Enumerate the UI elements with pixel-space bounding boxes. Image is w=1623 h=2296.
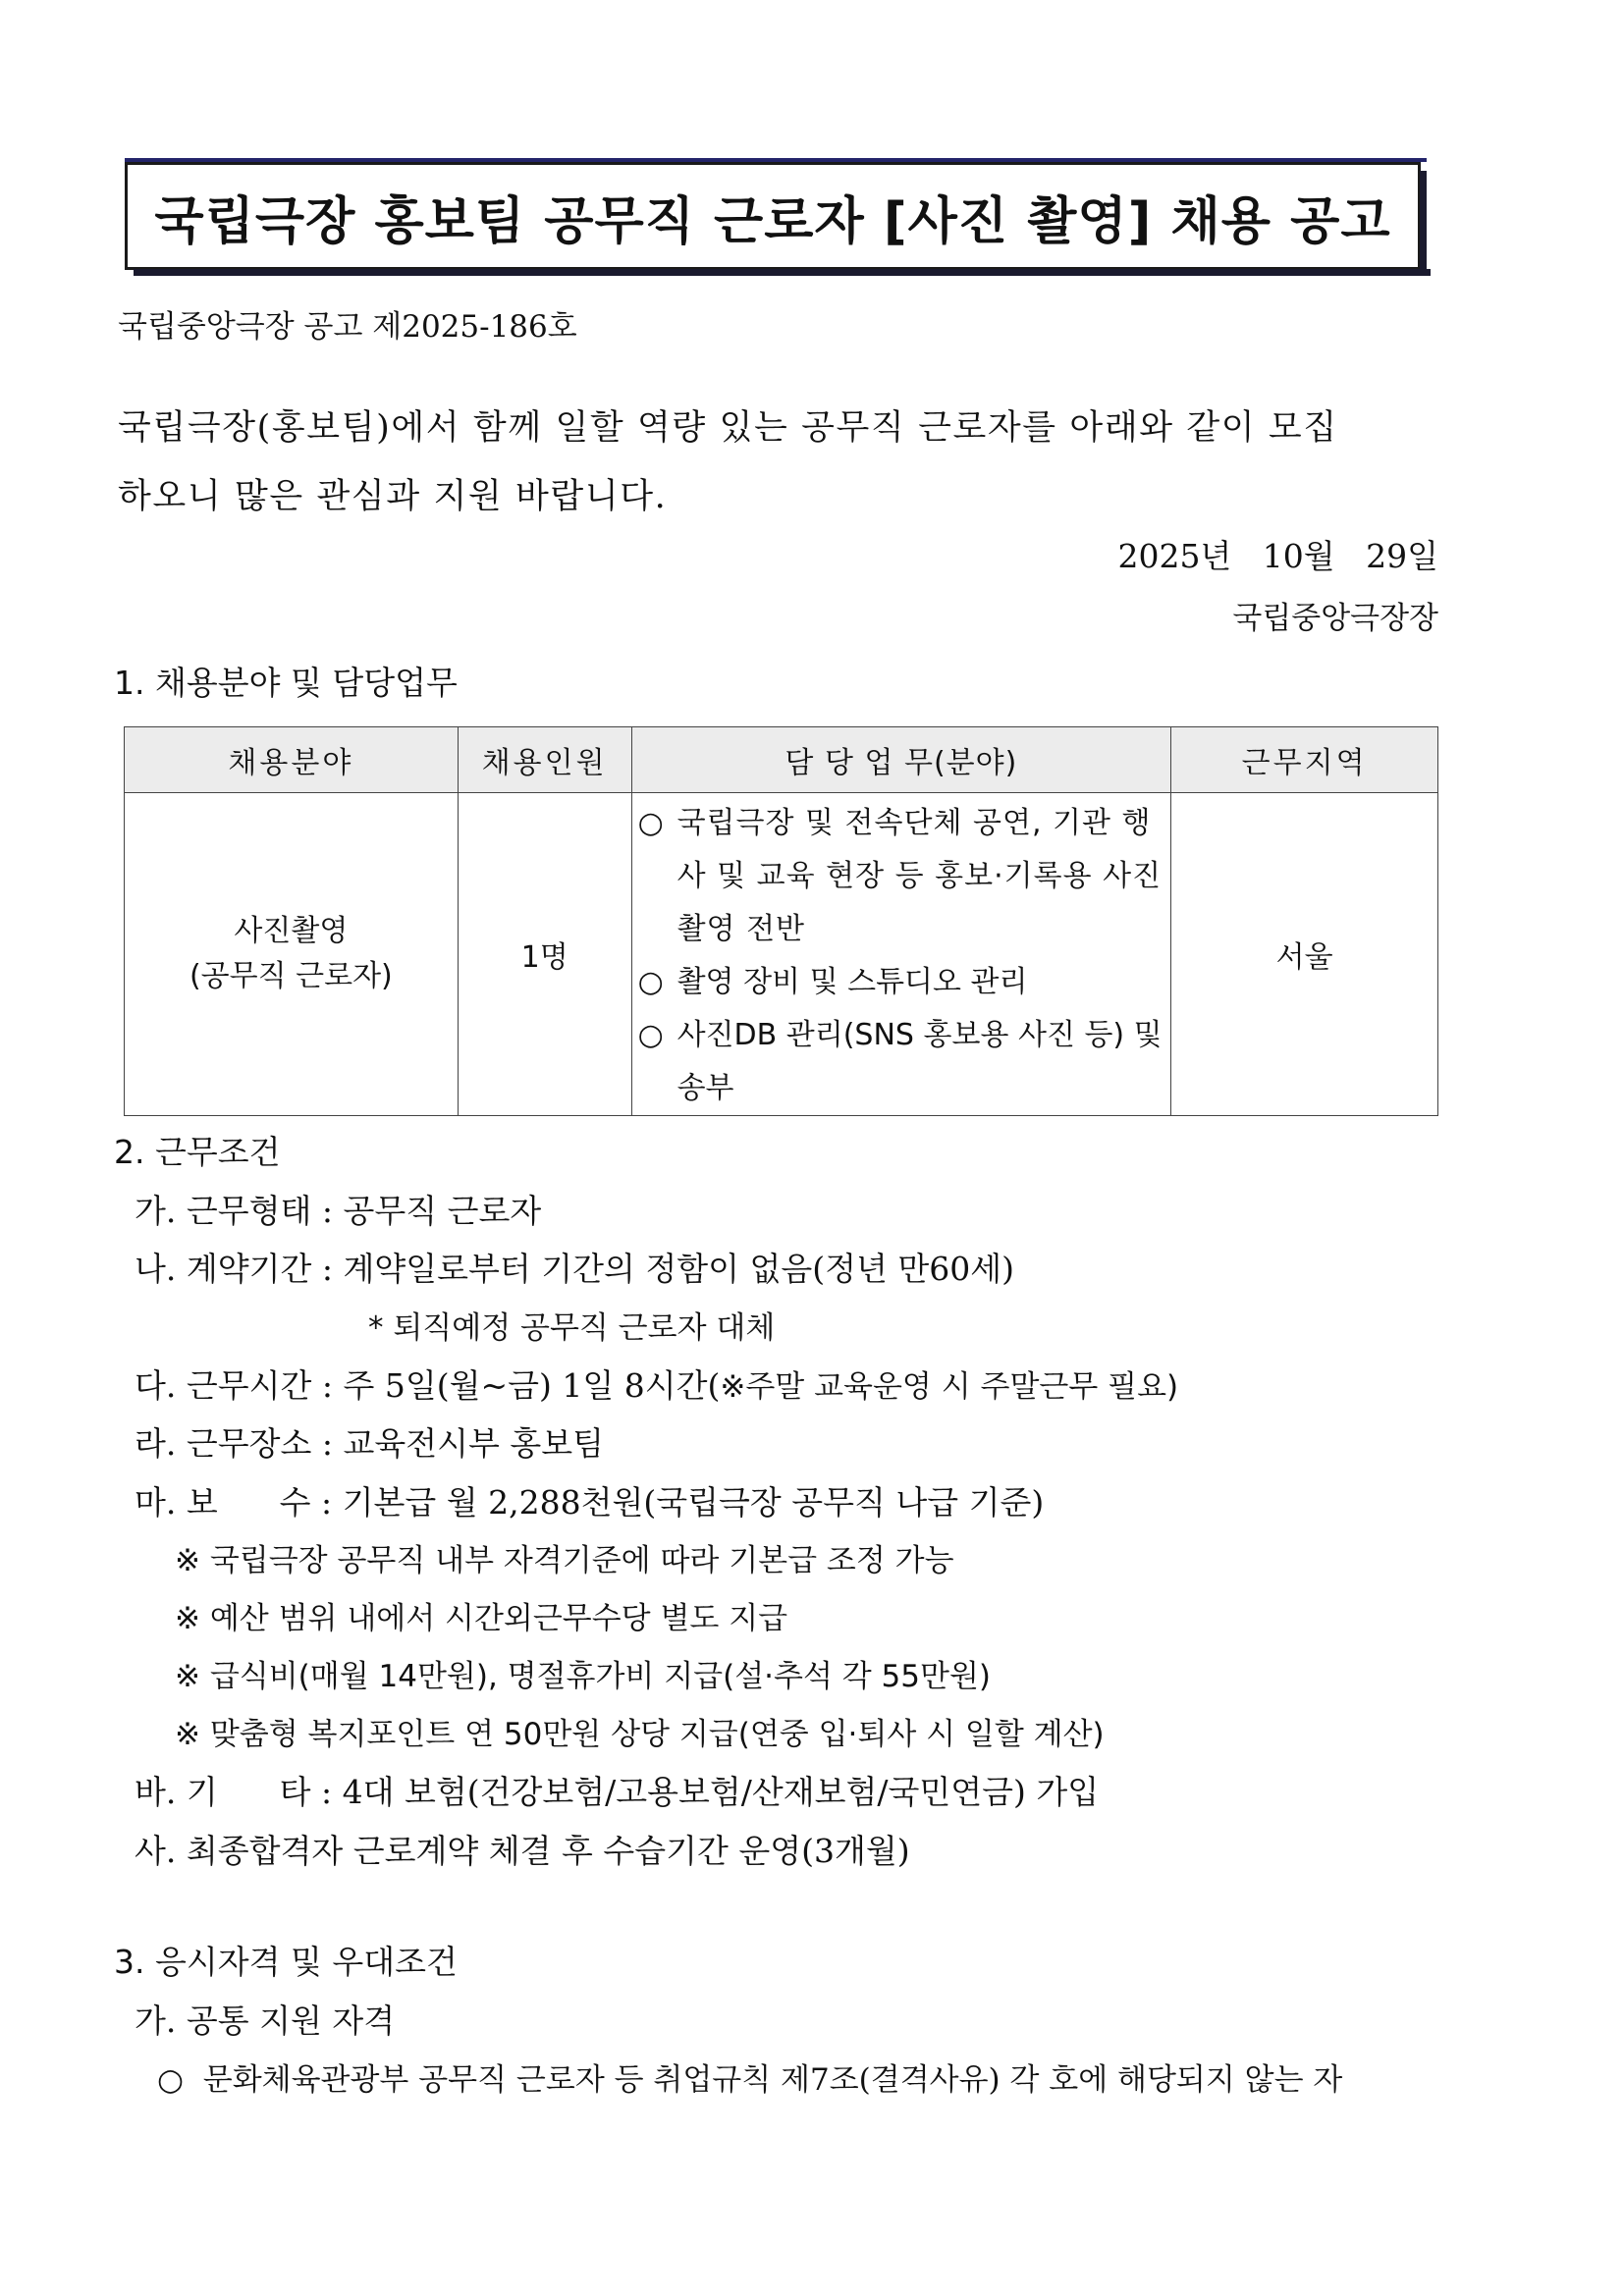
condition-work-hours xyxy=(135,1361,1178,1407)
qualification-item: ○ 문화체육관광부 공무직 근로자 등 취업규칙 제7조(결격사유) 각 호에 해당되지 않는 자 xyxy=(157,2062,1343,2098)
section-2-heading: 2. 근무조건 xyxy=(114,1133,281,1171)
condition-salary: 마. 보 수 : 기본급 월 2,288천원(국립극장 공무직 나급 기준) xyxy=(135,1483,1045,1522)
field-name-line-1: 사진촬영 xyxy=(234,914,349,948)
bullet-icon: ○ xyxy=(637,806,664,840)
header-field: 채용분야 xyxy=(125,727,459,793)
title-shadow-right xyxy=(1420,171,1427,276)
header-headcount: 채용인원 xyxy=(458,727,631,793)
table-row xyxy=(125,793,1438,1116)
duty-text: 촬영 장비 및 스튜디오 관리 xyxy=(676,965,1028,999)
intro-line-2: 하오니 많은 관심과 지원 바랍니다. xyxy=(118,477,668,516)
qualification-common: 가. 공통 지원 자격 xyxy=(135,2002,396,2040)
page-title: 국립극장 홍보팀 공무직 근로자 [사진 촬영] 채용 공고 xyxy=(154,191,1391,251)
salary-note: ※ 예산 범위 내에서 시간외근무수당 별도 지급 xyxy=(175,1601,788,1636)
title-box xyxy=(125,162,1421,270)
condition-work-type: 가. 근무형태 : 공무직 근로자 xyxy=(135,1192,542,1230)
title-accent-line xyxy=(125,158,1427,162)
work-hours-label: 다. 근무시간 : 주 5일(월~금) 1일 8시간( xyxy=(135,1366,721,1405)
cell-headcount: 1명 xyxy=(458,793,631,1116)
section-1-heading: 1. 채용분야 및 담당업무 xyxy=(114,664,458,702)
duty-text: 국립극장 및 전속단체 공연, 기관 행사 및 교육 현장 등 홍보·기록용 사진 촬영 전반 xyxy=(676,806,1163,946)
field-name-line-2: (공무직 근로자) xyxy=(189,959,393,993)
duty-text: 사진DB 관리(SNS 홍보용 사진 등) 및 송부 xyxy=(676,1018,1163,1105)
intro-line-1: 국립극장(홍보팀)에서 함께 일할 역량 있는 공무직 근로자를 아래와 같이 모집 xyxy=(118,408,1338,448)
announcement-date: 2025년 10월 29일 xyxy=(1117,537,1438,575)
issuer: 국립중앙극장장 xyxy=(1232,601,1438,636)
section-3-heading: 3. 응시자격 및 우대조건 xyxy=(114,1943,458,1981)
header-duties: 담 당 업 무(분야) xyxy=(631,727,1171,793)
duty-item xyxy=(638,1009,1165,1115)
table-header-row xyxy=(125,727,1438,793)
duty-item xyxy=(638,956,1165,1009)
recruitment-table xyxy=(124,726,1438,1116)
duty-item xyxy=(638,797,1165,956)
header-location: 근무지역 xyxy=(1171,727,1438,793)
notice-number: 국립중앙극장 공고 제2025-186호 xyxy=(118,309,577,345)
condition-contract-note: * 퇴직예정 공무직 근로자 대체 xyxy=(368,1310,776,1346)
work-hours-note: ※주말 교육운영 시 주말근무 필요) xyxy=(720,1369,1179,1405)
salary-note: ※ 급식비(매월 14만원), 명절휴가비 지급(설·추석 각 55만원) xyxy=(175,1659,991,1694)
condition-probation: 사. 최종합격자 근로계약 체결 후 수습기간 운영(3개월) xyxy=(135,1832,910,1870)
condition-other: 바. 기 타 : 4대 보험(건강보험/고용보험/산재보험/국민연금) 가입 xyxy=(135,1773,1100,1811)
condition-work-place: 라. 근무장소 : 교육전시부 홍보팀 xyxy=(135,1424,604,1463)
bullet-icon: ○ xyxy=(637,965,664,999)
salary-note: ※ 국립극장 공무직 내부 자격기준에 따라 기본급 조정 가능 xyxy=(175,1543,954,1578)
cell-duties xyxy=(631,793,1171,1116)
cell-location: 서울 xyxy=(1171,793,1438,1116)
cell-field xyxy=(125,793,459,1116)
title-shadow-bottom xyxy=(134,269,1431,276)
bullet-icon: ○ xyxy=(637,1018,664,1052)
salary-note: ※ 맞춤형 복지포인트 연 50만원 상당 지급(연중 입·퇴사 시 일할 계산) xyxy=(175,1717,1105,1752)
condition-contract-period: 나. 계약기간 : 계약일로부터 기간의 정함이 없음(정년 만60세) xyxy=(135,1250,1014,1288)
